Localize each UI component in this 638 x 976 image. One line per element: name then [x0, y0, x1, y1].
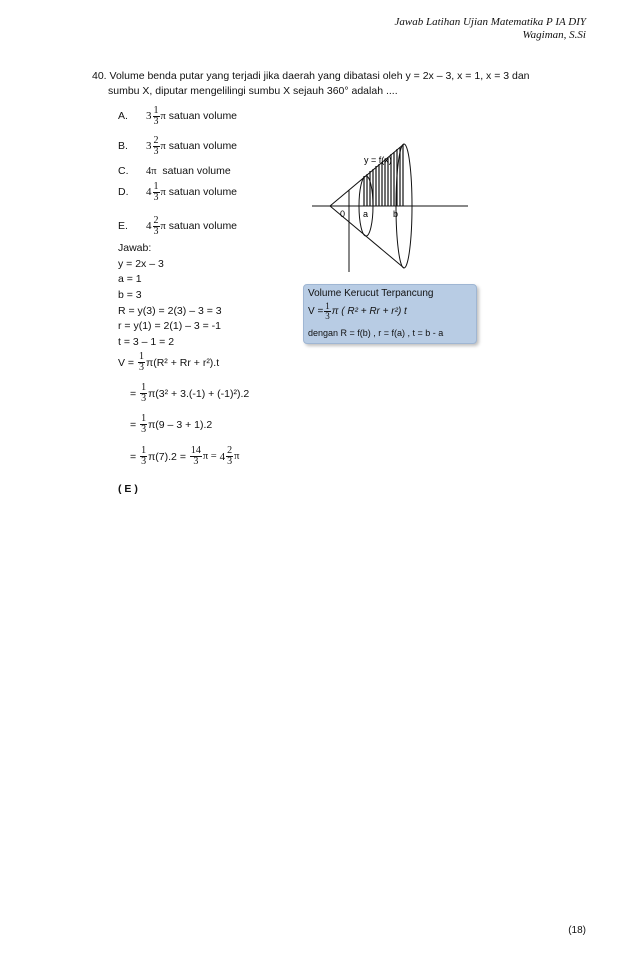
- formula-box-equation: [308, 302, 407, 321]
- solution-heading: Jawab:: [118, 242, 152, 254]
- solution-step-2: [130, 383, 249, 404]
- option-a-label: A.: [118, 110, 128, 122]
- option-e-label: E.: [118, 220, 128, 232]
- formula-box-title: Volume Kerucut Terpancung: [308, 288, 434, 299]
- answer: ( E ): [118, 483, 138, 495]
- b-label: b: [393, 209, 399, 219]
- solution-line-2: a = 1: [118, 273, 142, 285]
- option-b-pi: π: [160, 140, 166, 152]
- option-a-pi: π: [160, 110, 166, 122]
- option-c-label: C.: [118, 165, 129, 177]
- step4-eq: π =: [202, 451, 217, 462]
- origin-label: 0: [340, 209, 346, 219]
- step2-rhs: π(3² + 3.(-1) + (-1)²).2: [148, 387, 250, 400]
- step1-fraction: [138, 352, 145, 373]
- option-e-den: 3: [153, 225, 159, 237]
- formula-den: 3: [325, 311, 330, 321]
- solution-line-1: y = 2x – 3: [118, 258, 164, 270]
- option-a-fraction: [153, 106, 160, 127]
- option-c-value: 4π: [146, 165, 157, 177]
- question-number: 40.: [92, 70, 107, 82]
- option-b-num: 2: [153, 134, 159, 146]
- page-number: (18): [568, 925, 586, 936]
- option-a-num: 1: [153, 104, 159, 116]
- solution-step-3: [130, 414, 212, 435]
- header-line-2: Wagiman, S.Si: [522, 29, 586, 41]
- option-a-den: 3: [153, 115, 159, 127]
- option-b: [118, 133, 237, 159]
- option-a-whole: 3: [146, 110, 152, 122]
- step3-lhs: =: [130, 418, 137, 431]
- formula-fraction: [324, 302, 331, 321]
- option-d-whole: 4: [146, 186, 152, 198]
- option-d-den: 3: [153, 191, 159, 203]
- step4-whole: 4: [219, 450, 226, 463]
- step3-fraction: [140, 414, 147, 435]
- option-d: [118, 179, 237, 205]
- curve-label: y = f(x): [364, 155, 392, 165]
- option-c-unit: satuan volume: [162, 165, 231, 177]
- step4-fraction-3: [226, 446, 233, 467]
- step2-num: 1: [141, 382, 147, 393]
- step4-den1: 3: [141, 456, 147, 467]
- option-a: [118, 103, 237, 129]
- step4-num1: 1: [141, 445, 147, 456]
- step3-rhs: π(9 – 3 + 1).2: [148, 418, 213, 431]
- option-a-unit: satuan volume: [168, 110, 238, 122]
- solution-step-1: [118, 352, 219, 373]
- option-b-whole: 3: [146, 140, 152, 152]
- formula-box: [303, 284, 477, 344]
- header-line-1: Jawab Latihan Ujian Matematika P IA DIY: [394, 16, 586, 28]
- step4-pi: π: [234, 451, 240, 462]
- step4-den2: 3: [193, 456, 199, 467]
- step4-fraction-1: [140, 446, 147, 467]
- formula-rhs: π ( R² + Rr + r²) t: [331, 306, 407, 317]
- option-d-pi: π: [160, 186, 166, 198]
- option-d-unit: satuan volume: [168, 186, 238, 198]
- formula-box-note: dengan R = f(b) , r = f(a) , t = b - a: [308, 328, 444, 338]
- solution-line-6: t = 3 – 1 = 2: [118, 336, 175, 348]
- step2-den: 3: [141, 393, 147, 404]
- step1-lhs: V =: [118, 356, 135, 369]
- formula-lhs: V =: [308, 306, 324, 317]
- step3-num: 1: [141, 413, 147, 424]
- option-e-pi: π: [160, 220, 166, 232]
- solution-line-5: r = y(1) = 2(1) – 3 = -1: [118, 320, 222, 332]
- option-b-den: 3: [153, 145, 159, 157]
- option-b-label: B.: [118, 140, 128, 152]
- option-e-num: 2: [153, 214, 159, 226]
- option-e-fraction: [153, 216, 160, 237]
- question-text-1: Volume benda putar yang terjadi jika daerah yang dibatasi oleh y = 2x – 3, x = 1, x = 3 dan: [109, 70, 530, 82]
- step4-den3: 3: [227, 456, 233, 467]
- frustum-figure: [300, 130, 470, 275]
- step4-num3: 2: [227, 445, 233, 456]
- step3-den: 3: [141, 424, 147, 435]
- option-d-fraction: [153, 182, 160, 203]
- step2-fraction: [140, 383, 147, 404]
- step1-num: 1: [138, 351, 144, 362]
- step4-lhs: =: [130, 450, 137, 463]
- step4-mid: π(7).2 =: [148, 450, 186, 463]
- solution-line-4: R = y(3) = 2(3) – 3 = 3: [118, 305, 222, 317]
- option-e: [118, 213, 237, 239]
- step1-rhs: π(R² + Rr + r²).t: [145, 356, 220, 369]
- step4-fraction-2: [190, 446, 202, 467]
- step2-lhs: =: [130, 387, 137, 400]
- step4-num2: 14: [190, 445, 201, 456]
- solution-step-4: [130, 446, 239, 467]
- option-b-unit: satuan volume: [168, 140, 238, 152]
- question-text-2: sumbu X, diputar mengelilingi sumbu X sejauh 360° adalah ....: [108, 85, 398, 97]
- a-label: a: [363, 209, 369, 219]
- formula-num: 1: [325, 301, 330, 311]
- solution-line-3: b = 3: [118, 289, 142, 301]
- option-d-num: 1: [153, 180, 159, 192]
- option-d-label: D.: [118, 186, 129, 198]
- option-e-whole: 4: [146, 220, 152, 232]
- question-line-1: [92, 70, 530, 82]
- option-b-fraction: [153, 136, 160, 157]
- option-e-unit: satuan volume: [168, 220, 238, 232]
- step1-den: 3: [138, 362, 144, 373]
